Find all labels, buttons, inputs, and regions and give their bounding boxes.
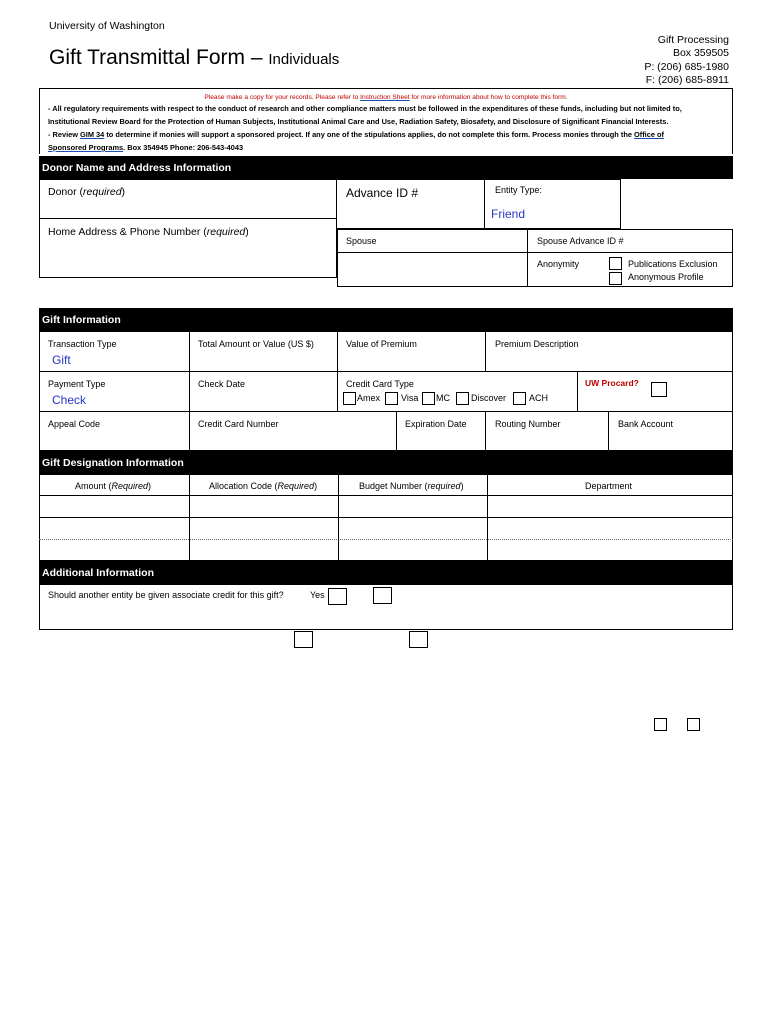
additional-section-heading: Additional Information bbox=[39, 561, 733, 584]
contact-block bbox=[644, 34, 729, 87]
check-date-label: Check Date bbox=[198, 379, 246, 389]
visa-checkbox[interactable] bbox=[385, 392, 398, 405]
address-field[interactable] bbox=[40, 232, 336, 277]
no-checkbox[interactable] bbox=[373, 587, 392, 604]
designation-row[interactable] bbox=[40, 540, 732, 560]
expiration-date-label: Expiration Date bbox=[405, 419, 467, 429]
amex-checkbox[interactable] bbox=[343, 392, 356, 405]
credit-card-number-label: Credit Card Number bbox=[198, 419, 279, 429]
stray-checkbox[interactable] bbox=[294, 631, 313, 648]
donor-section-heading: Donor Name and Address Information bbox=[39, 156, 733, 179]
uw-procard-label: UW Procard? bbox=[585, 378, 639, 388]
gift-info-box bbox=[39, 331, 733, 451]
entity-type-value[interactable]: Friend bbox=[491, 207, 526, 221]
col-amount-header: Amount (Required) bbox=[75, 481, 152, 491]
contact-line2: Box 359505 bbox=[672, 47, 729, 60]
uw-procard-checkbox[interactable] bbox=[651, 382, 667, 397]
org-name: University of Washington bbox=[49, 20, 165, 32]
designation-section-heading: Gift Designation Information bbox=[39, 451, 733, 474]
total-amount-label: Total Amount or Value (US $) bbox=[198, 339, 314, 349]
yes-checkbox[interactable] bbox=[328, 588, 347, 605]
entity-type-label: Entity Type: bbox=[495, 185, 542, 195]
spouse-label: Spouse bbox=[346, 236, 377, 246]
contact-line1: Gift Processing bbox=[657, 34, 729, 46]
publications-exclusion-label: Publications Exclusion bbox=[628, 259, 718, 269]
anonymity-label: Anonymity bbox=[537, 259, 580, 269]
amex-label: Amex bbox=[357, 393, 381, 403]
advance-id-label: Advance ID # bbox=[346, 186, 419, 200]
stray-checkbox[interactable] bbox=[654, 718, 667, 731]
yes-label: Yes bbox=[310, 590, 325, 600]
mc-checkbox[interactable] bbox=[422, 392, 435, 405]
publications-exclusion-checkbox[interactable] bbox=[609, 257, 622, 270]
osp-link[interactable]: Office of bbox=[634, 130, 664, 139]
notice-line2: Institutional Review Board for the Protection of Human Subjects, Institutional Animal Care and Use, Radiation Safety, Biosafety, and Disclosure of Significant Financial Interests. bbox=[48, 117, 669, 126]
title-subtitle: Individuals bbox=[268, 51, 340, 68]
anonymous-profile-label: Anonymous Profile bbox=[628, 272, 704, 282]
designation-row[interactable] bbox=[40, 496, 732, 517]
ach-checkbox[interactable] bbox=[513, 392, 526, 405]
address-label: Home Address & Phone Number (required) bbox=[48, 226, 249, 238]
compliance-notice: Please make a copy for your records. Please refer to Instruction Sheet for more information about how to complete this form. - All regulatory requirements with respect to the conduct of research and other compliance matters must be followed in the expenditures of these funds, including but not limited to, Institutional Review Board for the Protection of Human Subjects, Institutional Animal Care and Use, Radiation Safety, Biosafety, and Disclosure of Significant Financial Interests. - Review GIM 34 to determine if monies will support a sponsored project. If any one of the stipulations applies, do not complete this form. Process monies through the Office of Sponsored Programs. Box 354945 Phone: 206-543-4043 bbox=[39, 88, 733, 154]
anonymous-profile-checkbox[interactable] bbox=[609, 272, 622, 285]
payment-type-value[interactable]: Check bbox=[52, 393, 87, 407]
col-department-header: Department bbox=[585, 481, 633, 491]
contact-fax: F: (206) 685-8911 bbox=[645, 73, 729, 86]
col-budget-header: Budget Number (required) bbox=[359, 481, 464, 491]
routing-number-label: Routing Number bbox=[495, 419, 561, 429]
stray-checkbox[interactable] bbox=[409, 631, 428, 648]
premium-value-label: Value of Premium bbox=[346, 339, 417, 349]
ach-label: ACH bbox=[529, 393, 549, 403]
payment-type-label: Payment Type bbox=[48, 379, 106, 389]
stray-checkbox[interactable] bbox=[687, 718, 700, 731]
discover-label: Discover bbox=[471, 393, 507, 403]
designation-row[interactable] bbox=[40, 518, 732, 539]
page-title bbox=[49, 46, 339, 70]
premium-description-label: Premium Description bbox=[495, 339, 579, 349]
associate-credit-question: Should another entity be given associate credit for this gift? bbox=[48, 590, 284, 600]
gift-section-heading: Gift Information bbox=[39, 308, 733, 331]
col-allocation-header: Allocation Code (Required) bbox=[209, 481, 318, 491]
bank-account-label: Bank Account bbox=[618, 419, 674, 429]
mc-label: MC bbox=[436, 393, 450, 403]
spouse-advance-id-label: Spouse Advance ID # bbox=[537, 236, 624, 246]
instruction-sheet-link[interactable]: Instruction Sheet bbox=[360, 94, 410, 101]
contact-phone: P: (206) 685-1980 bbox=[644, 60, 729, 73]
copy-notice: Please make a copy for your records. Please refer to Instruction Sheet for more information about how to complete this form. bbox=[204, 94, 568, 101]
credit-card-type-label: Credit Card Type bbox=[346, 379, 414, 389]
gim34-link[interactable]: GIM 34 bbox=[80, 130, 105, 139]
donor-label: Donor (required) bbox=[48, 186, 126, 198]
appeal-code-label: Appeal Code bbox=[48, 419, 101, 429]
visa-label: Visa bbox=[401, 393, 419, 403]
notice-line1: - All regulatory requirements with respect to the conduct of research and other compliance matters must be followed in the expenditures of these funds, including but not limited to, bbox=[48, 104, 682, 113]
osp-link-cont[interactable]: Sponsored Programs bbox=[48, 143, 124, 152]
transaction-type-value[interactable]: Gift bbox=[52, 353, 71, 367]
discover-checkbox[interactable] bbox=[456, 392, 469, 405]
transaction-type-label: Transaction Type bbox=[48, 339, 117, 349]
title-main: Gift Transmittal Form – bbox=[49, 46, 263, 69]
